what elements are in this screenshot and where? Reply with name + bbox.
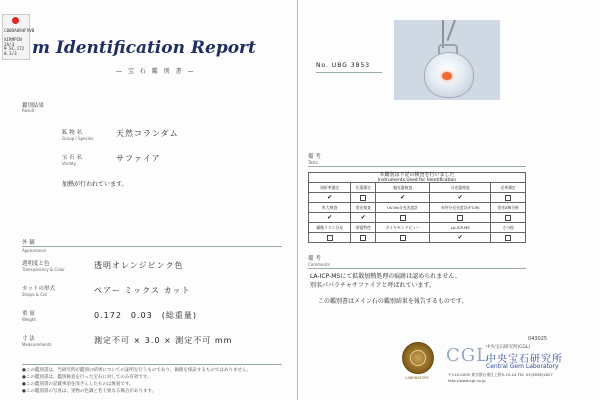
treatment-note: 加熱が行われています。 xyxy=(62,181,128,188)
color-value: 透明オレンジピンク色 xyxy=(94,261,184,270)
empty-box-icon xyxy=(505,215,511,221)
red-dot-icon xyxy=(12,17,19,24)
empty-box-icon xyxy=(360,195,366,201)
instrument-checkbox xyxy=(376,213,430,223)
appearance-heading: 外 観 xyxy=(22,240,35,246)
instrument-label: その他 xyxy=(491,223,526,233)
instrument-checkbox xyxy=(430,213,491,223)
color-label-en: Transparency & Color xyxy=(22,267,65,272)
comments-divider xyxy=(308,268,526,269)
barcode-sticker xyxy=(2,14,35,60)
instruments-title-en: Instruments Used for Identification xyxy=(377,178,457,183)
cut-label-en: Shape & Cut xyxy=(22,292,48,297)
instrument-label-row xyxy=(309,183,526,193)
instrument-checkbox xyxy=(309,233,351,243)
padparadscha-gem-icon xyxy=(442,72,452,80)
variety-value: サファイア xyxy=(116,154,161,163)
instrument-checkbox xyxy=(491,193,526,203)
checkmark-icon: ✔ xyxy=(400,193,406,201)
group-label-en: Group / Species xyxy=(62,136,94,141)
comments-heading-en: Comments xyxy=(308,262,330,267)
instruments-table xyxy=(308,182,526,243)
footnote-2: ●この鑑別書は、鑑別検査を行った宝石に対してのみ有効です。 xyxy=(22,375,152,380)
group-value: 天然コランダム xyxy=(116,129,179,138)
cut-value: ペアー ミックス カット xyxy=(94,286,191,295)
result-heading: 鑑別結果 xyxy=(22,103,45,109)
instrument-label: LA-ICP-MS xyxy=(430,223,491,233)
instrument-check-row xyxy=(309,213,526,223)
instrument-label: 帯電特性 xyxy=(351,223,376,233)
report-left-page xyxy=(0,0,298,400)
cut-label: カットの形式 xyxy=(22,286,55,292)
empty-box-icon xyxy=(400,215,406,221)
comments-heading: 備 考 xyxy=(308,256,321,262)
checkmark-icon: ✔ xyxy=(457,233,463,241)
instrument-check-row xyxy=(309,193,526,203)
instrument-label: ダイヤモンドビュー xyxy=(376,223,430,233)
weight-label-en: Weight xyxy=(22,317,36,322)
empty-box-icon xyxy=(400,235,406,241)
result-heading-en: Result xyxy=(22,108,35,113)
empty-box-icon xyxy=(505,195,511,201)
report-number: No. UBG 3853 xyxy=(316,62,371,69)
empty-box-icon xyxy=(457,215,463,221)
instrument-label: 拡大検査 xyxy=(309,203,351,213)
footnote-divider xyxy=(22,364,282,365)
instrument-label-row xyxy=(309,203,526,213)
measure-label: 寸 法 xyxy=(22,336,35,342)
variety-label: 宝 石 名 xyxy=(62,155,82,161)
instrument-checkbox xyxy=(309,213,351,223)
checkmark-icon: ✔ xyxy=(457,193,463,201)
lab-address-1: 〒110-0005 東京都台東区上野5-15-14 TEL 03(3836)1627 xyxy=(448,372,553,377)
lab-name-jp: 中央宝石研究所 xyxy=(486,354,563,365)
sticker-line-2: XIRMPIN 2A/3 xyxy=(4,37,22,47)
instrument-label: 偏光器検査 xyxy=(376,183,430,193)
instrument-label: 蛍光X線分析 xyxy=(491,203,526,213)
tests-heading: 備 考 xyxy=(308,154,321,160)
instrument-label: 分光器検査 xyxy=(430,183,491,193)
footnote-4: ●この鑑別書の写真は、実物の色調と若干異なる場合があります。 xyxy=(22,389,157,394)
instrument-label: 屈折率測定 xyxy=(309,183,351,193)
instrument-checkbox xyxy=(491,213,526,223)
report-right-page xyxy=(298,0,600,400)
checkmark-icon: ✔ xyxy=(327,213,333,221)
instrument-label: 顕微ラマン分光 xyxy=(309,223,351,233)
checkmark-icon: ✔ xyxy=(360,213,366,221)
instrument-label: 比重測定 xyxy=(351,183,376,193)
instrument-label: UV-Vis分光光度計 xyxy=(376,203,430,213)
gem-photo xyxy=(394,20,500,100)
weight-value: 0.172 0.03 (総重量) xyxy=(94,311,197,320)
footnote-3: ●この鑑別書の記載事項を改ざんしたものは無効です。 xyxy=(22,382,134,387)
sticker-line-1: C00DA094FVVB xyxy=(4,28,35,33)
report-subtitle: — 宝 石 鑑 別 書 — xyxy=(116,68,196,75)
lab-seal-icon xyxy=(402,342,434,374)
instrument-label: 蛍光検査 xyxy=(351,203,376,213)
instrument-checkbox xyxy=(430,233,491,243)
report-title: m Identification Report xyxy=(32,38,256,58)
appearance-divider xyxy=(22,246,282,247)
serial-number: 043025 xyxy=(528,336,548,342)
footnote-1: ●この鑑別書は、当研究所が鑑別の結果についての証明を行うものであり、価値を保証するものではありません。 xyxy=(22,368,252,373)
instrument-checkbox xyxy=(351,213,376,223)
comment-1: LA-ICP-MSにて拡散加熱処理の痕跡は認められません。 xyxy=(310,273,461,280)
appearance-heading-en: Appearance xyxy=(22,248,47,253)
instrument-checkbox xyxy=(430,193,491,203)
group-label: 鉱 物 名 xyxy=(62,130,82,136)
instrument-check-row xyxy=(309,233,526,243)
main-stone-note: この鑑別書はメイン石の鑑別結果を報告するものです。 xyxy=(318,298,468,305)
measure-label-en: Measurements xyxy=(22,342,52,347)
variety-label-en: Variety xyxy=(62,161,77,166)
instrument-checkbox xyxy=(376,193,430,203)
weight-label: 重 量 xyxy=(22,311,35,317)
seal-text: LABORATORY xyxy=(405,376,429,380)
chain-right-icon xyxy=(447,20,456,41)
instrument-label-row xyxy=(309,223,526,233)
lab-name-small: 中央宝石研究所(CGL) xyxy=(486,345,531,350)
instrument-checkbox xyxy=(351,233,376,243)
instrument-label: 光率測定 xyxy=(491,183,526,193)
instrument-checkbox xyxy=(376,233,430,243)
sticker-line-3: ¥ SC.172 0.3/3 xyxy=(4,46,25,56)
comment-2: 別名パパラチャサファイアと呼ばれています。 xyxy=(310,282,436,289)
number-underline xyxy=(316,72,382,73)
instrument-checkbox xyxy=(491,233,526,243)
checkmark-icon: ✔ xyxy=(327,193,333,201)
empty-box-icon xyxy=(360,235,366,241)
tests-heading-en: Tests xyxy=(308,160,318,165)
instrument-label: 赤外分光光度計(FT-IR) xyxy=(430,203,491,213)
cgl-logo: CGL xyxy=(446,345,490,366)
measure-value: 測定不可 × 3.0 × 測定不可 mm xyxy=(94,336,233,345)
lab-name-en: Central Gem Laboratory xyxy=(486,363,559,370)
tests-divider xyxy=(308,166,526,167)
instrument-checkbox xyxy=(351,193,376,203)
color-label: 透明度と色 xyxy=(22,261,50,267)
empty-box-icon xyxy=(505,235,511,241)
instrument-checkbox xyxy=(309,193,351,203)
empty-box-icon xyxy=(327,235,333,241)
instruments-title-jp: 本鑑別は下記の検査を行いました xyxy=(379,172,455,178)
lab-address-2: http://www.cgl.co.jp xyxy=(448,378,486,383)
